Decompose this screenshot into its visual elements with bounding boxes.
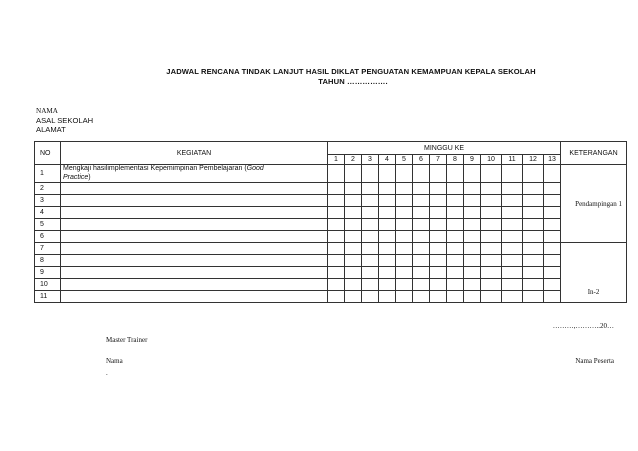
row-number: 4 — [35, 207, 61, 219]
week-cell — [481, 291, 502, 303]
week-cell — [544, 165, 561, 183]
kegiatan-italic-practice: Practice — [63, 173, 89, 181]
kegiatan-cell — [61, 279, 328, 291]
week-cell — [523, 231, 544, 243]
week-cell — [328, 291, 345, 303]
header-no: NO — [35, 142, 61, 165]
week-cell — [362, 219, 379, 231]
week-cell — [430, 231, 447, 243]
week-cell — [447, 279, 464, 291]
keterangan-in-2: In-2 — [561, 243, 627, 303]
table-row — [35, 219, 627, 231]
week-cell — [413, 183, 430, 195]
week-cell — [481, 219, 502, 231]
week-cell — [345, 291, 362, 303]
week-cell — [481, 243, 502, 255]
week-cell — [379, 165, 396, 183]
kegiatan-cell — [61, 219, 328, 231]
week-cell — [447, 267, 464, 279]
header-minggu-ke: MINGGU KE — [328, 142, 561, 155]
kegiatan-cell — [61, 243, 328, 255]
week-cell — [502, 291, 523, 303]
week-cell — [396, 267, 413, 279]
nama-trainer-label: Nama — [106, 357, 123, 365]
week-header-7: 7 — [430, 155, 447, 165]
week-cell — [447, 207, 464, 219]
week-cell — [379, 279, 396, 291]
week-cell — [413, 291, 430, 303]
row-number: 2 — [35, 183, 61, 195]
week-cell — [379, 219, 396, 231]
week-cell — [481, 207, 502, 219]
week-cell — [413, 255, 430, 267]
kegiatan-text-end: ) — [88, 173, 91, 181]
week-header-4: 4 — [379, 155, 396, 165]
week-cell — [430, 165, 447, 183]
table-row — [35, 291, 627, 303]
table-row — [35, 165, 627, 183]
week-cell — [502, 243, 523, 255]
week-cell — [430, 255, 447, 267]
week-cell — [464, 219, 481, 231]
week-cell — [430, 279, 447, 291]
week-cell — [447, 219, 464, 231]
week-cell — [464, 183, 481, 195]
week-cell — [328, 255, 345, 267]
week-header-5: 5 — [396, 155, 413, 165]
header-keterangan: KETERANGAN — [561, 142, 627, 165]
week-cell — [345, 207, 362, 219]
week-cell — [544, 231, 561, 243]
week-cell — [523, 267, 544, 279]
row-number: 8 — [35, 255, 61, 267]
week-cell — [396, 183, 413, 195]
row-number: 9 — [35, 267, 61, 279]
week-cell — [362, 207, 379, 219]
week-cell — [464, 231, 481, 243]
week-cell — [447, 183, 464, 195]
week-cell — [396, 207, 413, 219]
master-trainer-label: Master Trainer — [106, 336, 148, 344]
week-cell — [345, 219, 362, 231]
week-cell — [328, 207, 345, 219]
kegiatan-italic-good: Good — [246, 165, 264, 172]
table-row — [35, 267, 627, 279]
week-cell — [379, 183, 396, 195]
kegiatan-cell — [61, 255, 328, 267]
week-cell — [430, 207, 447, 219]
week-cell — [362, 165, 379, 183]
week-cell — [362, 291, 379, 303]
week-cell — [430, 183, 447, 195]
week-cell — [396, 243, 413, 255]
week-cell — [396, 195, 413, 207]
week-cell — [447, 195, 464, 207]
week-cell — [447, 291, 464, 303]
week-cell — [362, 279, 379, 291]
signature-dot: . — [106, 369, 108, 377]
week-cell — [328, 279, 345, 291]
table-row — [35, 195, 627, 207]
week-cell — [396, 219, 413, 231]
week-cell — [464, 255, 481, 267]
week-cell — [502, 267, 523, 279]
week-cell — [447, 231, 464, 243]
week-cell — [396, 165, 413, 183]
week-cell — [502, 207, 523, 219]
week-cell — [413, 219, 430, 231]
week-header-9: 9 — [464, 155, 481, 165]
week-cell — [481, 195, 502, 207]
week-header-1: 1 — [328, 155, 345, 165]
week-cell — [396, 279, 413, 291]
row-number: 10 — [35, 279, 61, 291]
week-cell — [544, 183, 561, 195]
week-cell — [328, 219, 345, 231]
week-cell — [328, 231, 345, 243]
week-cell — [523, 279, 544, 291]
week-cell — [345, 279, 362, 291]
week-cell — [523, 195, 544, 207]
week-cell — [345, 183, 362, 195]
kegiatan-text: Mengkaji hasilimplementasi Kepemimpinan Pembelajaran ( — [63, 165, 247, 172]
week-cell — [328, 267, 345, 279]
table-row — [35, 231, 627, 243]
week-cell — [379, 207, 396, 219]
week-cell — [481, 255, 502, 267]
week-cell — [396, 255, 413, 267]
week-cell — [502, 219, 523, 231]
week-cell — [502, 279, 523, 291]
week-cell — [362, 231, 379, 243]
week-cell — [345, 255, 362, 267]
week-cell — [481, 183, 502, 195]
week-header-13: 13 — [544, 155, 561, 165]
week-cell — [362, 243, 379, 255]
week-header-11: 11 — [502, 155, 523, 165]
week-cell — [430, 243, 447, 255]
kegiatan-cell — [61, 267, 328, 279]
week-cell — [502, 165, 523, 183]
week-cell — [379, 243, 396, 255]
week-cell — [362, 183, 379, 195]
week-cell — [413, 279, 430, 291]
kegiatan-cell — [61, 231, 328, 243]
week-cell — [396, 291, 413, 303]
table-row — [35, 279, 627, 291]
week-cell — [430, 219, 447, 231]
kegiatan-cell — [61, 195, 328, 207]
week-cell — [502, 195, 523, 207]
week-header-12: 12 — [523, 155, 544, 165]
rtl-table — [34, 141, 627, 303]
week-cell — [481, 231, 502, 243]
week-cell — [379, 267, 396, 279]
row-number: 5 — [35, 219, 61, 231]
week-cell — [544, 279, 561, 291]
table-row — [35, 255, 627, 267]
week-cell — [481, 165, 502, 183]
week-cell — [544, 267, 561, 279]
week-header-8: 8 — [447, 155, 464, 165]
week-cell — [413, 195, 430, 207]
row-number: 6 — [35, 231, 61, 243]
week-cell — [328, 243, 345, 255]
kegiatan-cell — [61, 291, 328, 303]
kegiatan-cell — [61, 165, 328, 183]
week-cell — [523, 255, 544, 267]
row-number: 1 — [35, 165, 61, 183]
week-cell — [345, 195, 362, 207]
week-cell — [362, 267, 379, 279]
nama-peserta-label: Nama Peserta — [575, 357, 614, 365]
table-row — [35, 243, 627, 255]
week-cell — [328, 183, 345, 195]
alamat-label: ALAMAT — [36, 125, 66, 134]
week-cell — [413, 207, 430, 219]
week-cell — [523, 291, 544, 303]
week-cell — [413, 165, 430, 183]
kegiatan-cell — [61, 207, 328, 219]
week-header-6: 6 — [413, 155, 430, 165]
week-cell — [345, 267, 362, 279]
week-cell — [413, 231, 430, 243]
week-cell — [464, 279, 481, 291]
week-cell — [544, 243, 561, 255]
week-cell — [464, 243, 481, 255]
week-cell — [502, 231, 523, 243]
week-cell — [464, 291, 481, 303]
week-cell — [379, 231, 396, 243]
nama-label: NAMA — [36, 107, 58, 115]
table-row — [35, 207, 627, 219]
row-number: 7 — [35, 243, 61, 255]
table-row — [35, 183, 627, 195]
week-cell — [523, 183, 544, 195]
week-cell — [413, 243, 430, 255]
week-cell — [447, 165, 464, 183]
week-cell — [544, 195, 561, 207]
asal-sekolah-label: ASAL SEKOLAH — [36, 116, 94, 125]
week-cell — [345, 243, 362, 255]
date-line: ………,………..20… — [552, 322, 614, 330]
row-number: 3 — [35, 195, 61, 207]
week-cell — [413, 267, 430, 279]
week-cell — [464, 207, 481, 219]
kegiatan-cell — [61, 183, 328, 195]
week-cell — [523, 165, 544, 183]
week-cell — [502, 255, 523, 267]
week-cell — [362, 195, 379, 207]
week-cell — [430, 291, 447, 303]
week-header-3: 3 — [362, 155, 379, 165]
week-cell — [544, 207, 561, 219]
week-cell — [447, 255, 464, 267]
week-cell — [328, 165, 345, 183]
week-cell — [396, 231, 413, 243]
week-cell — [502, 183, 523, 195]
week-cell — [481, 267, 502, 279]
week-cell — [481, 279, 502, 291]
document-year: TAHUN ……………. — [318, 77, 388, 86]
week-cell — [447, 243, 464, 255]
week-cell — [379, 291, 396, 303]
week-header-2: 2 — [345, 155, 362, 165]
week-cell — [379, 195, 396, 207]
keterangan-pendampingan-1: Pendampingan 1 — [561, 165, 627, 243]
week-cell — [523, 243, 544, 255]
week-cell — [544, 255, 561, 267]
week-header-10: 10 — [481, 155, 502, 165]
week-cell — [523, 219, 544, 231]
week-cell — [430, 195, 447, 207]
week-cell — [362, 255, 379, 267]
week-cell — [430, 267, 447, 279]
week-cell — [464, 267, 481, 279]
week-cell — [379, 255, 396, 267]
week-cell — [345, 231, 362, 243]
week-cell — [544, 291, 561, 303]
week-cell — [328, 195, 345, 207]
week-cell — [464, 195, 481, 207]
week-cell — [523, 207, 544, 219]
week-cell — [345, 165, 362, 183]
header-kegiatan: KEGIATAN — [61, 142, 328, 165]
week-cell — [544, 219, 561, 231]
week-cell — [464, 165, 481, 183]
row-number: 11 — [35, 291, 61, 303]
document-title: JADWAL RENCANA TINDAK LANJUT HASIL DIKLAT PENGUATAN KEMAMPUAN KEPALA SEKOLAH — [166, 67, 536, 76]
